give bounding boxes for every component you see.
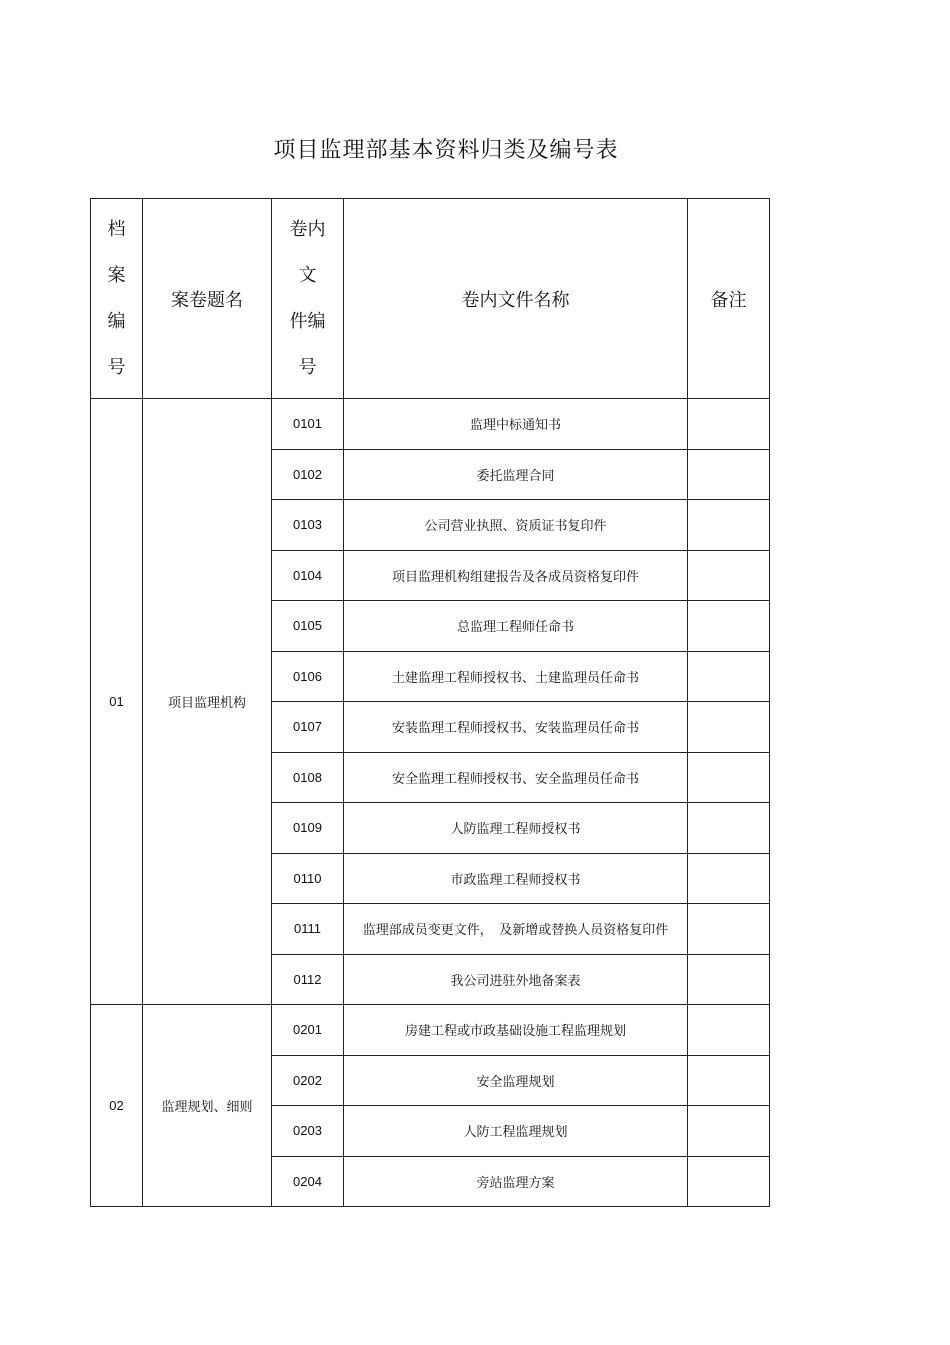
doc-code-cell: 0105	[272, 601, 344, 652]
page-title: 项目监理部基本资料归类及编号表	[273, 138, 619, 163]
doc-code-cell: 0104	[272, 550, 344, 601]
doc-name-cell: 安全监理工程师授权书、安全监理员任命书	[344, 752, 688, 803]
header-doc-name: 卷内文件名称	[344, 199, 688, 399]
remark-cell	[688, 651, 770, 702]
doc-code-cell: 0201	[272, 1005, 344, 1056]
doc-name-cell: 总监理工程师任命书	[344, 601, 688, 652]
doc-name-cell: 安全监理规划	[344, 1055, 688, 1106]
remark-cell	[688, 1156, 770, 1207]
doc-code-cell: 0111	[272, 904, 344, 955]
remark-cell	[688, 399, 770, 450]
remark-cell	[688, 954, 770, 1005]
remark-cell	[688, 500, 770, 551]
volume-title-cell: 项目监理机构	[143, 399, 272, 1005]
doc-code-cell: 0112	[272, 954, 344, 1005]
doc-name-cell: 人防工程监理规划	[344, 1106, 688, 1157]
doc-code-cell: 0202	[272, 1055, 344, 1106]
remark-cell	[688, 601, 770, 652]
doc-name-cell: 旁站监理方案	[344, 1156, 688, 1207]
header-row	[91, 199, 770, 399]
remark-cell	[688, 702, 770, 753]
doc-code-cell: 0203	[272, 1106, 344, 1157]
doc-code-cell: 0106	[272, 651, 344, 702]
doc-name-cell: 监理中标通知书	[344, 399, 688, 450]
remark-cell	[688, 449, 770, 500]
doc-name-cell: 监理部成员变更文件， 及新增或替换人员资格复印件	[344, 904, 688, 955]
doc-name-cell: 市政监理工程师授权书	[344, 853, 688, 904]
doc-name-cell: 项目监理机构组建报告及各成员资格复印件	[344, 550, 688, 601]
table-body	[91, 399, 770, 1207]
remark-cell	[688, 853, 770, 904]
doc-code-cell: 0108	[272, 752, 344, 803]
doc-code-cell: 0109	[272, 803, 344, 854]
header-doc-no: 卷内 文 件编 号	[272, 199, 344, 399]
header-volume-title: 案卷题名	[143, 199, 272, 399]
remark-cell	[688, 1005, 770, 1056]
doc-code-cell: 0101	[272, 399, 344, 450]
archive-table	[90, 198, 770, 1207]
header-remark: 备注	[688, 199, 770, 399]
doc-name-cell: 公司营业执照、资质证书复印件	[344, 500, 688, 551]
doc-name-cell: 土建监理工程师授权书、土建监理员任命书	[344, 651, 688, 702]
doc-name-cell: 我公司进驻外地备案表	[344, 954, 688, 1005]
doc-name-cell: 房建工程或市政基础设施工程监理规划	[344, 1005, 688, 1056]
volume-title-cell: 监理规划、细则	[143, 1005, 272, 1207]
remark-cell	[688, 1055, 770, 1106]
table-row	[91, 399, 770, 450]
remark-cell	[688, 550, 770, 601]
doc-code-cell: 0204	[272, 1156, 344, 1207]
remark-cell	[688, 904, 770, 955]
doc-code-cell: 0107	[272, 702, 344, 753]
doc-name-cell: 人防监理工程师授权书	[344, 803, 688, 854]
doc-code-cell: 0103	[272, 500, 344, 551]
doc-name-cell: 安装监理工程师授权书、安装监理员任命书	[344, 702, 688, 753]
doc-code-cell: 0102	[272, 449, 344, 500]
remark-cell	[688, 1106, 770, 1157]
archive-number-cell: 01	[91, 399, 143, 1005]
remark-cell	[688, 752, 770, 803]
header-archive-no: 档 案 编 号	[91, 199, 143, 399]
archive-number-cell: 02	[91, 1005, 143, 1207]
table-row	[91, 1005, 770, 1056]
remark-cell	[688, 803, 770, 854]
doc-code-cell: 0110	[272, 853, 344, 904]
doc-name-cell: 委托监理合同	[344, 449, 688, 500]
